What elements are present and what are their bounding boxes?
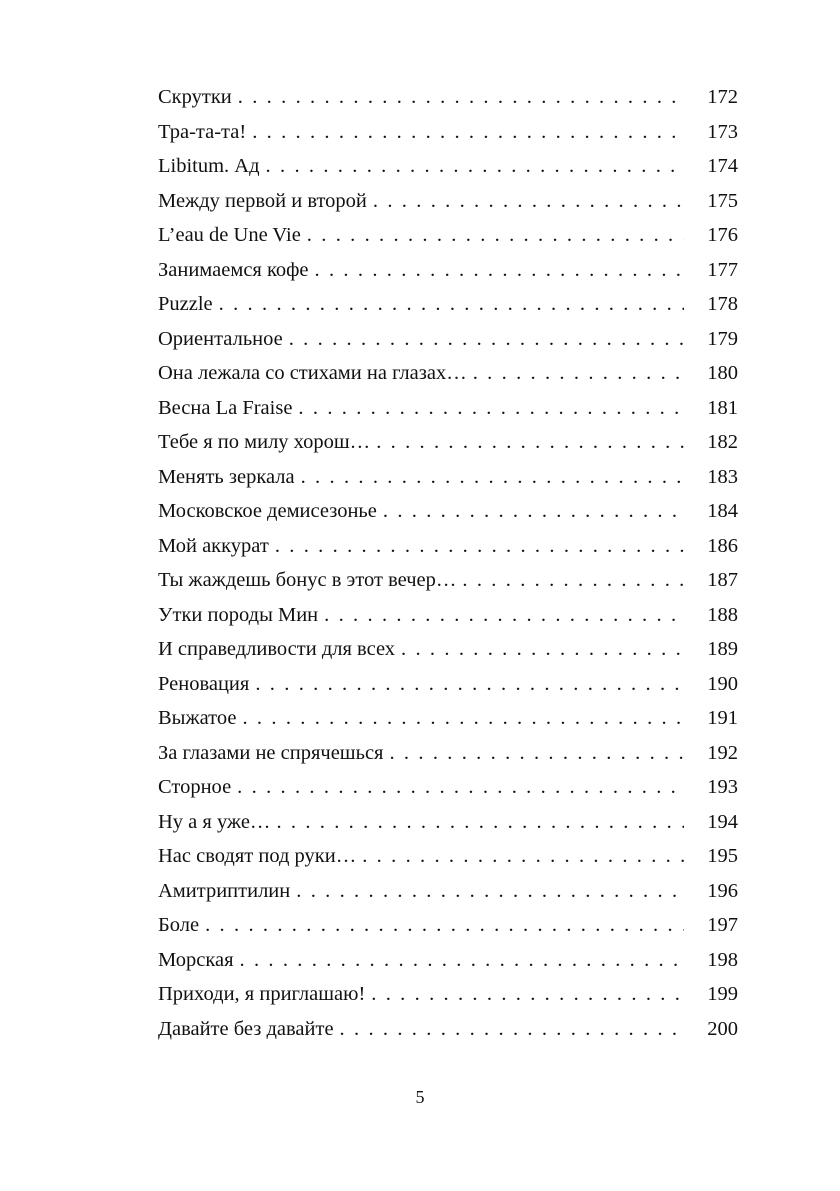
toc-entry (158, 115, 738, 150)
toc-entry (158, 598, 738, 633)
toc-entry-page: 182 (707, 431, 738, 453)
toc-entry (158, 287, 738, 322)
toc-entry-title: Утки породы Мин (158, 603, 319, 626)
dot-leader (401, 632, 684, 667)
toc-entry-title: Скрутки (158, 86, 232, 108)
toc-entry-title: Занимаемся кофе (158, 258, 309, 281)
toc-entry-title: Ну а я уже… (158, 810, 271, 833)
toc-entry (158, 322, 738, 357)
dot-leader (205, 908, 684, 943)
dot-leader (307, 218, 684, 253)
toc-entry (158, 805, 738, 840)
toc-entry (158, 1012, 738, 1047)
toc-entry (158, 839, 738, 874)
dot-leader (276, 805, 684, 840)
toc-entry (158, 977, 738, 1012)
toc-entry-page: 183 (707, 465, 738, 488)
dot-leader (242, 701, 684, 736)
toc-entry-title: Боле (158, 914, 200, 936)
toc-entry-title: Ориентальное (158, 327, 283, 350)
dot-leader (237, 770, 684, 805)
dot-leader (371, 977, 684, 1012)
toc-entry-page: 197 (707, 914, 738, 936)
toc-entry-title: Puzzle (158, 293, 213, 315)
toc-entry-page: 200 (707, 1017, 738, 1040)
toc-entry (158, 943, 738, 978)
toc-entry-page: 180 (707, 362, 738, 384)
toc-entry-title: Мой аккурат (158, 534, 269, 557)
toc-entry-page: 174 (707, 155, 738, 177)
dot-leader (238, 80, 684, 115)
toc-entry-page: 186 (707, 534, 738, 557)
toc-entry (158, 460, 738, 495)
dot-leader (340, 1012, 684, 1047)
toc-entry (158, 184, 738, 219)
toc-entry-page: 178 (707, 293, 738, 315)
toc-entry-page: 176 (707, 224, 738, 246)
toc-entry-title: Сторное (158, 776, 232, 798)
toc-entry-page: 188 (707, 603, 738, 626)
toc-entry-title: Libitum. Ад (158, 155, 260, 177)
toc-entry-page: 194 (707, 810, 738, 833)
toc-entry (158, 391, 738, 426)
dot-leader (252, 115, 684, 150)
dot-leader (462, 563, 684, 598)
toc-entry (158, 218, 738, 253)
toc-entry-page: 184 (707, 500, 738, 522)
dot-leader (255, 667, 684, 702)
toc-entry-title: Между первой и второй (158, 189, 367, 212)
toc-entry-title: Весна La Fraise (158, 396, 293, 419)
toc-entry-page: 196 (707, 879, 738, 902)
dot-leader (266, 149, 684, 184)
toc-entry (158, 529, 738, 564)
dot-leader (289, 322, 684, 357)
toc-entry-title: Выжатое (158, 707, 237, 729)
toc-entry (158, 667, 738, 702)
toc-entry (158, 632, 738, 667)
toc-entry-page: 173 (707, 120, 738, 143)
dot-leader (301, 460, 684, 495)
toc-entry (158, 701, 738, 736)
toc-entry-page: 189 (707, 638, 738, 660)
toc-entry-title: Тебе я по милу хорош… (158, 431, 371, 453)
toc-entry-title: Давайте без давайте (158, 1017, 334, 1040)
toc-entry-title: Приходи, я приглашаю! (158, 983, 366, 1005)
toc-entry-title: Менять зеркала (158, 465, 295, 488)
toc-entry-page: 172 (707, 86, 738, 108)
dot-leader (275, 529, 684, 564)
toc-entry-title: Тра-та-та! (158, 120, 247, 143)
dot-leader (240, 943, 685, 978)
toc-entry-title: Реновация (158, 672, 250, 695)
dot-leader (324, 598, 684, 633)
toc-entry-page: 198 (707, 948, 738, 971)
toc-entry-title: За глазами не спрячешься (158, 741, 384, 764)
page-number: 5 (415, 1087, 425, 1107)
dot-leader (362, 839, 684, 874)
toc-entry-page: 187 (707, 569, 738, 591)
toc-entry-title: Амитриптилин (158, 879, 291, 902)
toc-entry (158, 770, 738, 805)
toc-entry (158, 874, 738, 909)
toc-entry-page: 181 (707, 396, 738, 419)
toc-entry (158, 253, 738, 288)
toc-entry-title: L’eau de Une Vie (158, 224, 301, 246)
toc-entry-title: И справедливости для всех (158, 638, 396, 660)
toc-entry-title: Московское демисезонье (158, 500, 377, 522)
toc-entry (158, 80, 738, 115)
dot-leader (389, 736, 684, 771)
toc-entry (158, 908, 738, 943)
dot-leader (296, 874, 684, 909)
toc-entry-page: 195 (707, 845, 738, 867)
toc-entry-page: 191 (707, 707, 738, 729)
toc-entry (158, 425, 738, 460)
toc-entry-title: Морская (158, 948, 234, 971)
dot-leader (383, 494, 684, 529)
toc-entry (158, 736, 738, 771)
toc-entry (158, 356, 738, 391)
dot-leader (315, 253, 684, 288)
table-of-contents (158, 80, 738, 1046)
toc-entry-page: 190 (707, 672, 738, 695)
toc-entry (158, 149, 738, 184)
toc-entry-title: Ты жаждешь бонус в этот вечер… (158, 569, 457, 591)
dot-leader (376, 425, 684, 460)
toc-entry-title: Она лежала со стихами на глазах… (158, 362, 467, 384)
dot-leader (473, 356, 684, 391)
toc-entry (158, 563, 738, 598)
toc-entry (158, 494, 738, 529)
dot-leader (373, 184, 684, 219)
toc-entry-page: 199 (707, 983, 738, 1005)
toc-entry-page: 193 (707, 776, 738, 798)
toc-entry-page: 177 (707, 258, 738, 281)
dot-leader (219, 287, 684, 322)
toc-entry-page: 192 (707, 741, 738, 764)
dot-leader (298, 391, 684, 426)
toc-entry-title: Нас сводят под руки… (158, 845, 357, 867)
toc-entry-page: 179 (707, 327, 738, 350)
toc-entry-page: 175 (707, 189, 738, 212)
